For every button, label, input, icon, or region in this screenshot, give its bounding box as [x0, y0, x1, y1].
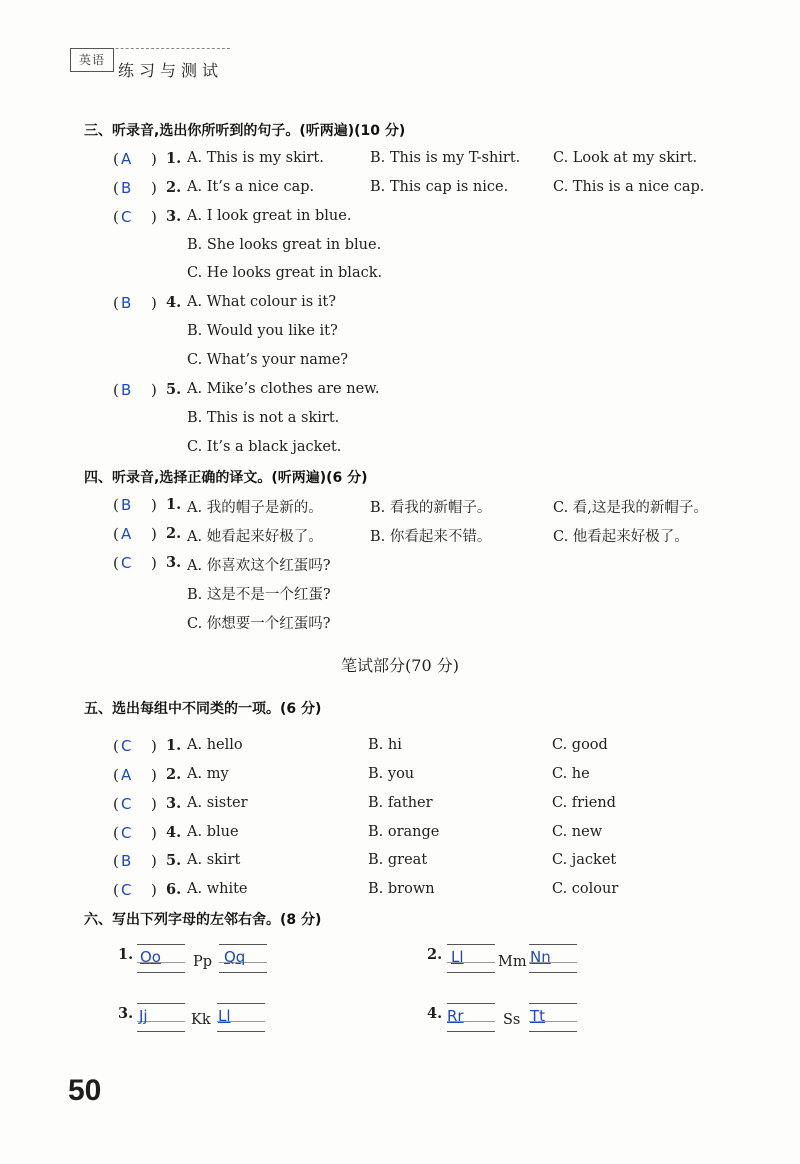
- option-b: B. This cap is nice.: [370, 179, 509, 195]
- handwritten-answer: Nn: [530, 948, 551, 966]
- option-a: A. 她看起来好极了。: [187, 529, 323, 545]
- option-a: A. I look great in blue.: [187, 208, 352, 224]
- option-a: A. 你喜欢这个红蛋吗?: [187, 558, 331, 574]
- writing-line: [529, 1031, 577, 1032]
- given-letter: Kk: [191, 1012, 211, 1028]
- option-c: C. colour: [552, 881, 619, 897]
- option-c: C. This is a nice cap.: [553, 179, 705, 195]
- question-number: 1.: [118, 946, 134, 963]
- question-number: 2.: [166, 766, 182, 783]
- question-number: 3.: [118, 1005, 134, 1022]
- page-number: 50: [68, 1074, 102, 1107]
- paren-open: (: [113, 179, 119, 197]
- option-a: A. blue: [187, 824, 239, 840]
- option-c: C. friend: [552, 795, 616, 811]
- answer: C: [121, 737, 132, 755]
- given-letter: Pp: [193, 954, 213, 970]
- answer: B: [121, 381, 132, 399]
- paren-open: (: [113, 766, 119, 784]
- paren-open: (: [113, 381, 119, 399]
- paren-close: ): [151, 381, 157, 399]
- subject-tag: 英语: [70, 48, 114, 72]
- writing-line: [219, 944, 267, 945]
- answer: C: [121, 208, 132, 226]
- answer: C: [121, 881, 132, 899]
- paren-open: (: [113, 737, 119, 755]
- option-c: C. he: [552, 766, 590, 782]
- option-a: A. hello: [187, 737, 243, 753]
- option-a: A. white: [187, 881, 248, 897]
- handwritten-answer: Ll: [451, 948, 464, 966]
- answer: A: [121, 766, 132, 784]
- handwritten-answer: Rr: [447, 1007, 464, 1025]
- option-b: B. great: [368, 852, 428, 868]
- book-title: 练习与测试: [118, 61, 224, 80]
- option-c: C. It’s a black jacket.: [187, 439, 342, 455]
- question-number: 3.: [166, 554, 182, 571]
- writing-line: [447, 1031, 495, 1032]
- paren-close: ): [151, 766, 157, 784]
- paren-open: (: [113, 795, 119, 813]
- paren-close: ): [151, 737, 157, 755]
- section-6-title: 六、写出下列字母的左邻右舍。(8 分): [84, 912, 322, 928]
- writing-line: [217, 1003, 265, 1004]
- option-c: C. 看,这是我的新帽子。: [553, 500, 708, 516]
- writing-line: [137, 944, 185, 945]
- question-number: 3.: [166, 208, 182, 225]
- option-c: C. good: [552, 737, 608, 753]
- paren-open: (: [113, 150, 119, 168]
- option-a: A. my: [187, 766, 229, 782]
- answer: B: [121, 496, 132, 514]
- writing-line: [137, 972, 185, 973]
- answer: A: [121, 525, 132, 543]
- writing-line: [137, 1031, 185, 1032]
- paren-close: ): [151, 294, 157, 312]
- handwritten-answer: Qq: [224, 948, 246, 966]
- option-a: A. sister: [187, 795, 248, 811]
- question-number: 1.: [166, 737, 182, 754]
- paren-close: ): [151, 179, 157, 197]
- answer: A: [121, 150, 132, 168]
- option-b: B. This is not a skirt.: [187, 410, 340, 426]
- question-number: 2.: [166, 525, 182, 542]
- option-a: A. This is my skirt.: [187, 150, 324, 166]
- answer: B: [121, 852, 132, 870]
- paren-open: (: [113, 824, 119, 842]
- paren-close: ): [151, 852, 157, 870]
- option-a: A. 我的帽子是新的。: [187, 500, 323, 516]
- option-c: C. jacket: [552, 852, 617, 868]
- section-3-title: 三、听录音,选出你所听到的句子。(听两遍)(10 分): [84, 123, 406, 139]
- given-letter: Ss: [503, 1012, 521, 1028]
- paren-open: (: [113, 554, 119, 572]
- paren-close: ): [151, 554, 157, 572]
- option-c: C. Look at my skirt.: [553, 150, 698, 166]
- paren-open: (: [113, 525, 119, 543]
- paren-close: ): [151, 795, 157, 813]
- option-b: B. 这是不是一个红蛋?: [187, 587, 331, 603]
- writing-line: [447, 972, 495, 973]
- option-b: B. orange: [368, 824, 440, 840]
- question-number: 1.: [166, 150, 182, 167]
- paren-open: (: [113, 496, 119, 514]
- option-b: B. 你看起来不错。: [370, 529, 492, 545]
- answer: C: [121, 554, 132, 572]
- writing-line: [529, 1003, 577, 1004]
- option-c: C. What’s your name?: [187, 352, 349, 368]
- option-b: B. Would you like it?: [187, 323, 338, 339]
- option-b: B. This is my T-shirt.: [370, 150, 521, 166]
- answer: B: [121, 179, 132, 197]
- section-5-title: 五、选出每组中不同类的一项。(6 分): [84, 701, 322, 717]
- option-b: B. 看我的新帽子。: [370, 500, 492, 516]
- writing-line: [529, 972, 577, 973]
- given-letter: Mm: [498, 954, 527, 970]
- option-c: C. He looks great in black.: [187, 265, 383, 281]
- paren-open: (: [113, 208, 119, 226]
- option-b: B. brown: [368, 881, 435, 897]
- option-c: C. 他看起来好极了。: [553, 529, 689, 545]
- writing-line: [529, 944, 577, 945]
- option-b: B. father: [368, 795, 433, 811]
- section-4-title: 四、听录音,选择正确的译文。(听两遍)(6 分): [84, 470, 368, 486]
- paren-open: (: [113, 852, 119, 870]
- question-number: 2.: [166, 179, 182, 196]
- writing-line: [217, 1031, 265, 1032]
- handwritten-answer: Jj: [139, 1007, 148, 1025]
- question-number: 5.: [166, 852, 182, 869]
- handwritten-answer: Ll: [218, 1007, 231, 1025]
- option-b: B. you: [368, 766, 415, 782]
- handwritten-answer: Oo: [140, 948, 161, 966]
- paren-close: ): [151, 208, 157, 226]
- question-number: 4.: [166, 294, 182, 311]
- option-a: A. It’s a nice cap.: [187, 179, 315, 195]
- handwritten-answer: Tt: [530, 1007, 546, 1025]
- option-a: A. skirt: [187, 852, 241, 868]
- answer: C: [121, 824, 132, 842]
- option-b: B. She looks great in blue.: [187, 237, 382, 253]
- question-number: 4.: [427, 1005, 443, 1022]
- question-number: 3.: [166, 795, 182, 812]
- paren-open: (: [113, 294, 119, 312]
- paren-close: ): [151, 525, 157, 543]
- option-a: A. Mike’s clothes are new.: [187, 381, 380, 397]
- paren-close: ): [151, 150, 157, 168]
- question-number: 6.: [166, 881, 182, 898]
- paren-close: ): [151, 881, 157, 899]
- question-number: 4.: [166, 824, 182, 841]
- writing-line: [219, 972, 267, 973]
- question-number: 5.: [166, 381, 182, 398]
- option-b: B. hi: [368, 737, 402, 753]
- writing-line: [447, 1003, 495, 1004]
- option-c: C. new: [552, 824, 603, 840]
- question-number: 1.: [166, 496, 182, 513]
- option-c: C. 你想要一个红蛋吗?: [187, 616, 331, 632]
- answer: C: [121, 795, 132, 813]
- answer: B: [121, 294, 132, 312]
- paren-close: ): [151, 496, 157, 514]
- paren-open: (: [113, 881, 119, 899]
- writing-line: [137, 1003, 185, 1004]
- option-a: A. What colour is it?: [187, 294, 337, 310]
- paren-close: ): [151, 824, 157, 842]
- question-number: 2.: [427, 946, 443, 963]
- written-part-title: 笔试部分(70 分): [341, 656, 459, 675]
- writing-line: [447, 944, 495, 945]
